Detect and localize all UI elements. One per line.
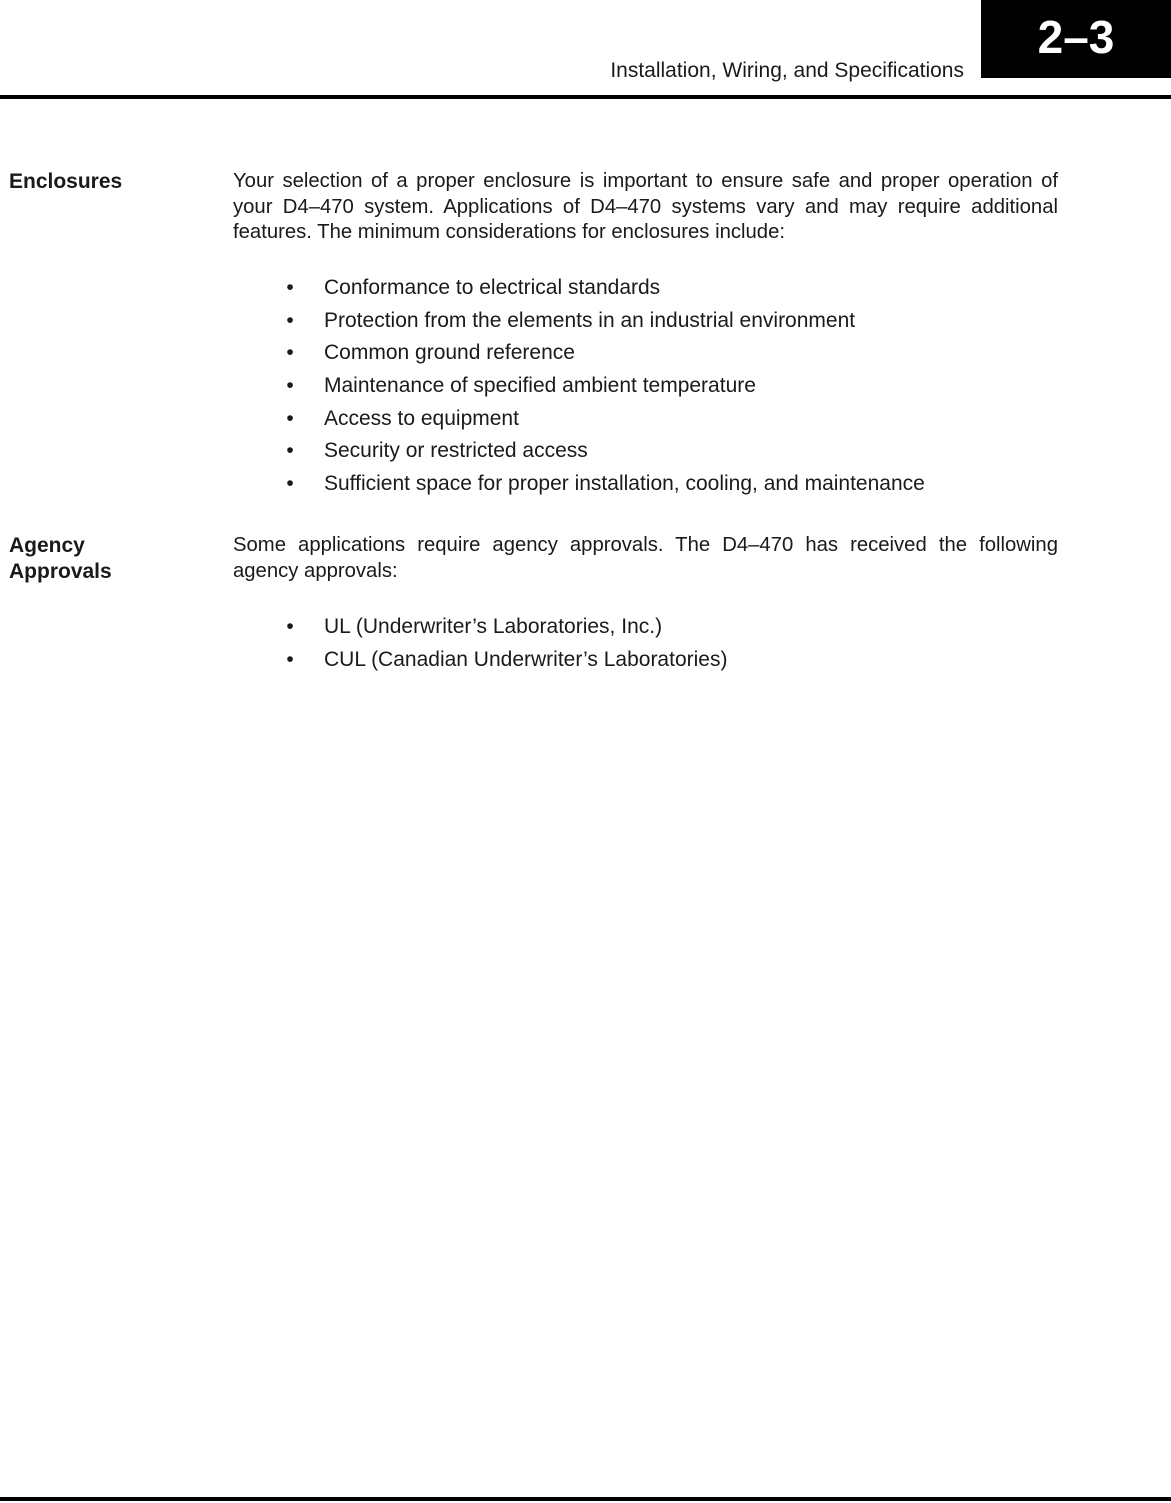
bullet-icon: • xyxy=(286,615,294,638)
list-item: • Maintenance of specified ambient temperature xyxy=(280,372,1040,405)
bullet-icon: • xyxy=(286,406,294,430)
enclosures-paragraph: Your selection of a proper enclosure is important to ensure safe and proper operation of your D4–470 system. Applications of D4–470 systems vary and may require additional features. The minimum considerations for enclosures include: xyxy=(233,170,1058,244)
list-item: • Security or restricted access xyxy=(280,437,1040,470)
bullet-icon: • xyxy=(286,439,294,463)
list-item: • Common ground reference xyxy=(280,339,1040,372)
header-rule xyxy=(0,95,1171,99)
agency-approvals-bullet-list xyxy=(280,613,1040,678)
list-item: • Sufficient space for proper installation, cooling, and maintenance xyxy=(280,470,1040,503)
list-item: • Conformance to electrical standards xyxy=(280,274,1040,307)
section-heading-agency-approvals xyxy=(9,533,219,585)
list-item: • UL (Underwriter’s Laboratories, Inc.) xyxy=(280,613,1040,646)
bullet-icon: • xyxy=(286,341,294,365)
list-item: • Protection from the elements in an industrial environment xyxy=(280,307,1040,340)
footer-rule xyxy=(0,1497,1171,1501)
bullet-icon: • xyxy=(286,276,294,299)
enclosures-bullet-list xyxy=(280,274,1040,503)
agency-approvals-paragraph: Some applications require agency approvals. The D4–470 has received the following agency approvals: xyxy=(233,534,1058,582)
heading-line: Agency xyxy=(9,534,85,557)
bullet-icon: • xyxy=(286,647,294,671)
list-item: • CUL (Canadian Underwriter’s Laboratories) xyxy=(280,646,1040,679)
bullet-icon: • xyxy=(286,472,294,496)
bullet-icon: • xyxy=(286,374,294,398)
running-header-title: Installation, Wiring, and Specifications xyxy=(610,59,964,82)
heading-line: Approvals xyxy=(9,560,112,583)
bullet-icon: • xyxy=(286,308,294,332)
list-item: • Access to equipment xyxy=(280,405,1040,438)
page-number-tab: 2–3 xyxy=(981,0,1171,78)
section-heading-enclosures: Enclosures xyxy=(9,170,123,193)
